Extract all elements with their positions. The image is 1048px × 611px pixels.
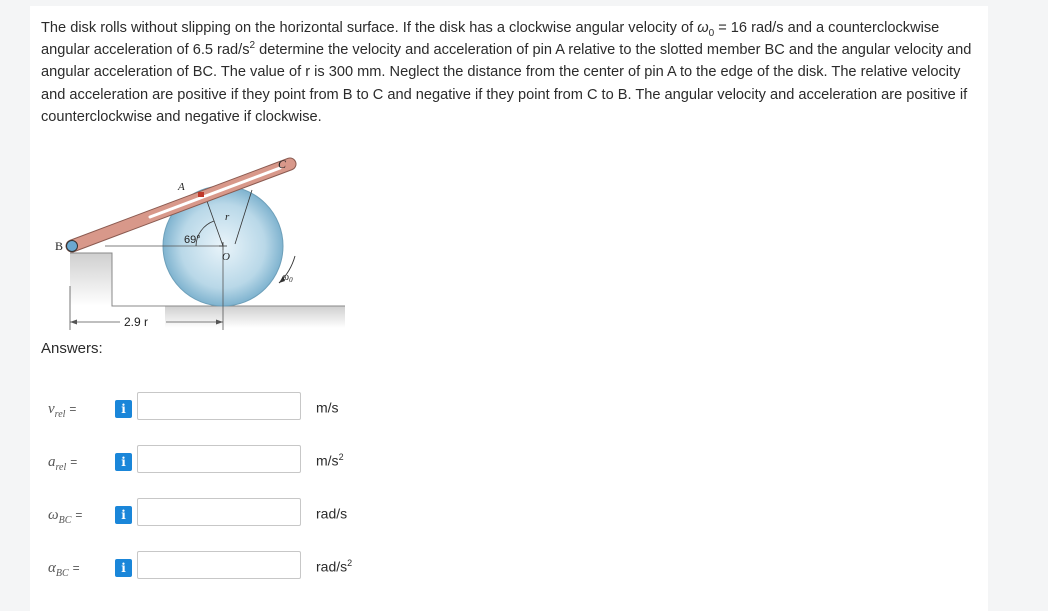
answer-row-alpha-bc xyxy=(30,551,430,585)
label-dimension: 2.9 r xyxy=(124,315,149,329)
omega-bc-unit: rad/s xyxy=(316,505,348,522)
label-angle: 69° xyxy=(184,234,201,246)
label-r: r xyxy=(225,211,230,223)
problem-statement xyxy=(41,17,976,128)
answers-label: Answers: xyxy=(41,340,103,357)
pin-a xyxy=(198,192,204,197)
arel-label: $a_{rel}$ = xyxy=(48,454,78,473)
label-omega: $\omega_0$ xyxy=(282,272,293,284)
dim-arrow-left xyxy=(70,320,77,325)
label-o: O xyxy=(222,251,230,263)
alpha-bc-label: $\alpha_{BC}$ = xyxy=(48,560,80,579)
label-a: A xyxy=(178,181,185,193)
pedestal xyxy=(70,253,112,306)
omega0-symbol: ω xyxy=(697,20,709,36)
problem-sq: 2 xyxy=(249,40,256,52)
arel-unit: $m/s^2$ xyxy=(316,452,344,469)
info-icon[interactable]: i xyxy=(115,453,132,471)
info-icon[interactable]: i xyxy=(115,559,132,577)
problem-text-1: The disk rolls without slipping on the horizontal surface. If the disk has a clockwise angular velocity of xyxy=(41,20,698,36)
problem-text-3: determine the velocity and acceleration of pin A relative to the slotted member BC and the angular velocity and angular acceleration of BC. The value of r is 300 mm. Neglect the distance from the center of pin A to the edge of the disk. The relative velocity and acceleration are positive if they point from B to C and negative if they point from C to B. The angular velocity and acceleration are positive if counterclockwise and negative if clockwise. xyxy=(41,42,972,125)
vrel-label: $v_{rel}$ = xyxy=(48,401,77,420)
alpha-bc-input[interactable] xyxy=(137,551,301,579)
answer-row-arel xyxy=(30,445,430,479)
omega-bc-input[interactable] xyxy=(137,498,301,526)
label-b: B xyxy=(55,239,64,253)
problem-text-2: = 16 rad/s and a counterclockwise angular acceleration of 6.5 rad/s xyxy=(41,20,940,59)
info-icon[interactable]: i xyxy=(115,506,132,524)
omega0-sub: 0 xyxy=(708,27,715,39)
ground-surface xyxy=(165,306,345,328)
arel-input[interactable] xyxy=(137,445,301,473)
answer-row-omega-bc xyxy=(30,498,430,532)
alpha-bc-unit: rad/$s^2$ xyxy=(316,558,353,575)
disk-mechanism-figure xyxy=(40,146,350,336)
info-icon[interactable]: i xyxy=(115,400,132,418)
question-card xyxy=(30,6,988,611)
omega-bc-label: $\omega_{BC}$ = xyxy=(48,507,83,526)
pin-b xyxy=(67,241,78,252)
label-c: C xyxy=(278,157,287,171)
vrel-unit: m/s xyxy=(316,399,339,416)
vrel-input[interactable] xyxy=(137,392,301,420)
answer-row-vrel xyxy=(30,392,430,426)
